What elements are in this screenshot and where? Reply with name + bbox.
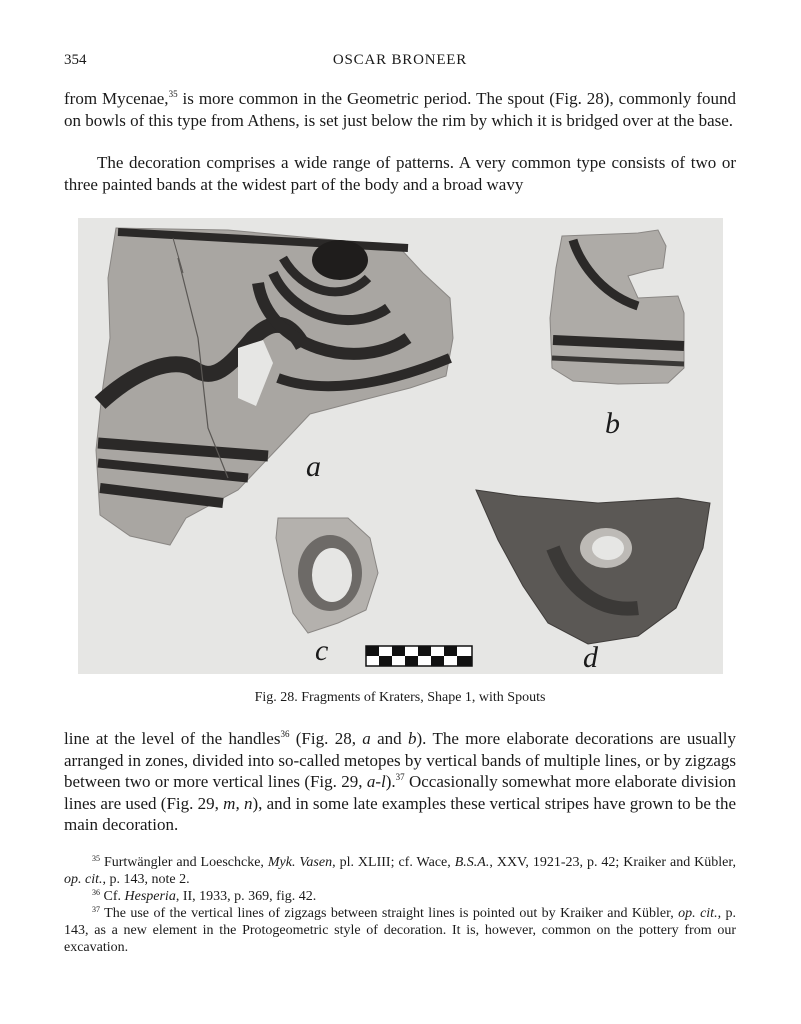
footnote-ref-35[interactable]: 35 xyxy=(168,89,178,99)
footnotes xyxy=(64,854,736,956)
footnote-36: $^{36}$ Cf. Hesperia, II, 1933, p. 369, fig. 42. xyxy=(92,888,317,904)
footnote-ref-37[interactable]: 37 xyxy=(395,772,405,782)
footnote-35: $^{35}$ Furtwängler and Loeschcke, Myk. Vasen, pl. XLIII; cf. Wace, B.S.A., XXV, 1921-23, p. 42; Kraiker and Kübler, op. cit., p. 143, note 2. xyxy=(64,854,736,887)
footnote-ref-36[interactable]: 36 xyxy=(280,729,290,739)
paragraph-1: from Mycenae,$^{35}$ is more common in the Geometric period. The spout (Fig. 28), commonly found on bowls of this type from Athens, is set just below the rim by which it is bridged over at the base. xyxy=(64,89,737,130)
paragraph-3: line at the level of the handles$^{36}$ (Fig. 28, a and b). The more elaborate decorations are usually arranged in zones, divided into so-called metopes by vertical bands of multiple lines, or by zigzags between two or more vertical lines (Fig. 29, a-l).$^{37}$ Occasionally somewhat more elaborate division lines are used (Fig. 29, m, n), and in some late examples these vertical stripes have grown to be the main decoration. xyxy=(64,729,737,834)
page-header xyxy=(64,52,736,74)
figure-caption: Fig. 28. Fragments of Kraters, Shape 1, with Spouts xyxy=(254,690,546,705)
fragment-label-a: a xyxy=(306,450,321,483)
page-number: 354 xyxy=(64,52,87,68)
fragment-label-c: c xyxy=(315,634,329,667)
running-head: OSCAR BRONEER xyxy=(332,52,468,68)
figure-28-plate xyxy=(78,218,723,674)
fragment-label-b: b xyxy=(605,407,620,440)
fragment-b xyxy=(550,230,684,384)
footnote-37: $^{37}$ The use of the vertical lines of zigzags between straight lines is pointed out by Kraiker and Kübler, op. cit., p. 143, as a new element in the Protogeometric style of decoration. It is, however, common on the pottery from our excavation. xyxy=(64,905,737,955)
scale-bar xyxy=(366,646,472,666)
fragment-label-d: d xyxy=(583,641,598,674)
paragraph-2: The decoration comprises a wide range of patterns. A very common type consists of two or three painted bands at the widest part of the body and a broad wavy xyxy=(64,153,736,194)
